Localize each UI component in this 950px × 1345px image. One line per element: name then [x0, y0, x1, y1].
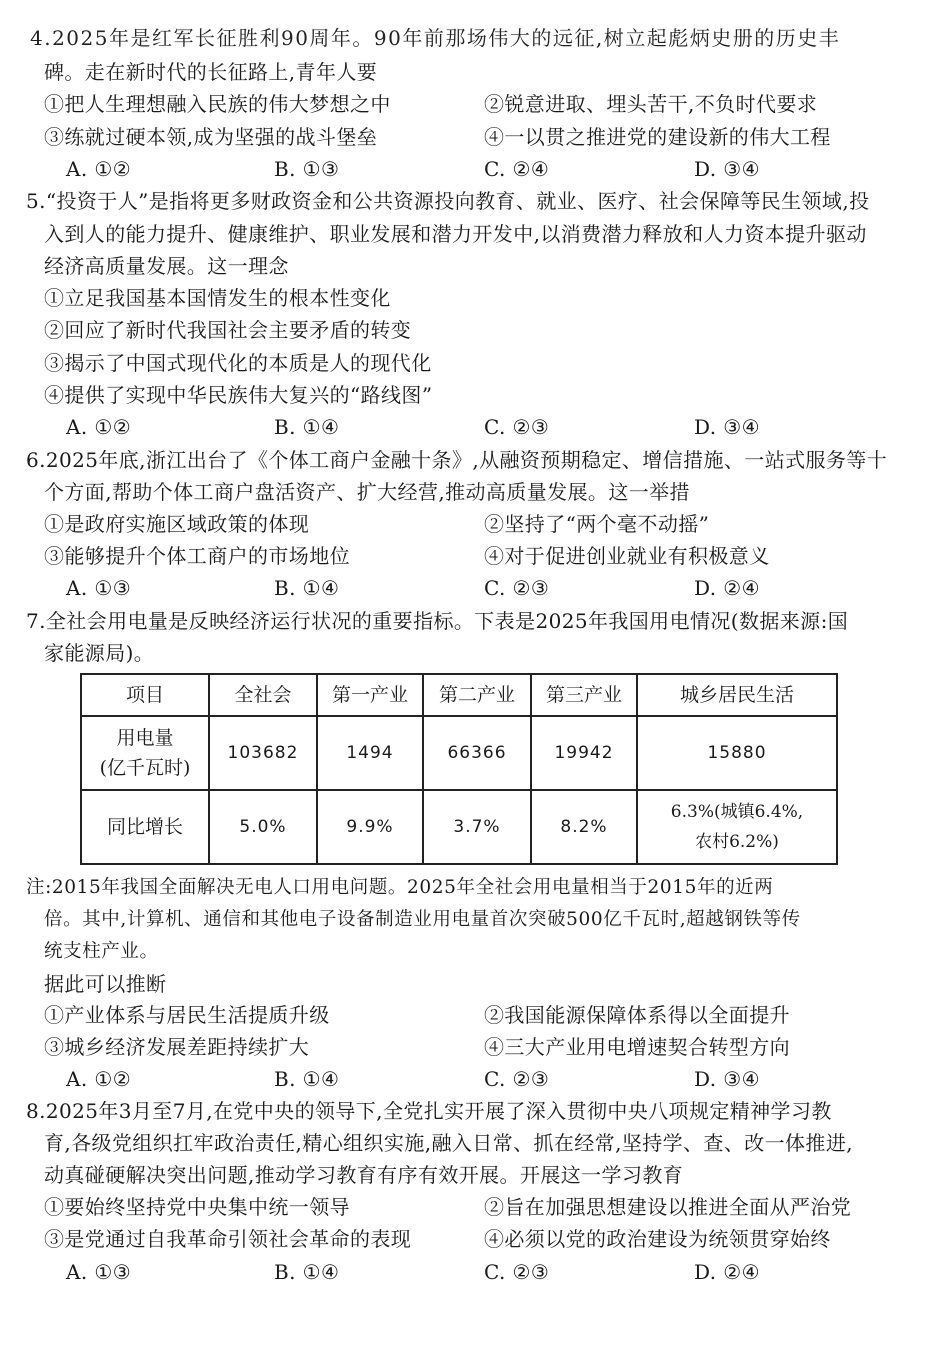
q4-item-3: ③练就过硬本领,成为坚强的战斗堡垒	[44, 125, 378, 149]
q4-option-b[interactable]: B. ①③	[274, 157, 340, 181]
table-cell: 3.7%	[423, 790, 531, 864]
q4-option-d[interactable]: D. ③④	[694, 157, 760, 181]
q5-option-a[interactable]: A. ①②	[66, 415, 132, 439]
q5-option-d[interactable]: D. ③④	[694, 415, 760, 439]
table-cell: 5.0%	[209, 790, 317, 864]
q7-option-d[interactable]: D. ③④	[694, 1067, 760, 1091]
table-row	[81, 790, 837, 864]
table-header-row	[81, 674, 837, 716]
q6-option-d[interactable]: D. ②④	[694, 576, 760, 600]
table-header-cell: 项目	[81, 674, 209, 716]
cell-line: 农村6.2%)	[695, 832, 779, 852]
q8-stem-line-3: 动真碰硬解决突出问题,推动学习教育有序有效开展。开展这一学习教育	[44, 1163, 684, 1187]
q6-option-a[interactable]: A. ①③	[66, 576, 132, 600]
q6-stem-line-2: 个方面,帮助个体工商户盘活资产、扩大经营,推动高质量发展。这一举措	[44, 480, 690, 504]
q7-note-line-2: 倍。其中,计算机、通信和其他电子设备制造业用电量首次突破500亿千瓦时,超越钢铁等传	[44, 909, 801, 930]
row-label-line: 用电量	[116, 727, 174, 749]
electricity-table	[80, 673, 838, 865]
q4-stem-tail: 碑。走在新时代的长征路上,青年人要	[44, 60, 378, 84]
q6-item-3: ③能够提升个体工商户的市场地位	[44, 544, 350, 568]
q4-option-c[interactable]: C. ②④	[484, 157, 550, 181]
q5-option-b[interactable]: B. ①④	[274, 415, 340, 439]
q8-item-2: ②旨在加强思想建设以推进全面从严治党	[484, 1195, 852, 1219]
q8-option-a[interactable]: A. ①③	[66, 1260, 132, 1284]
q7-prompt: 据此可以推断	[44, 972, 167, 996]
table-row-label	[81, 716, 209, 790]
q6-item-1: ①是政府实施区域政策的体现	[44, 512, 310, 536]
table-cell: 8.2%	[531, 790, 637, 864]
q8-option-d[interactable]: D. ②④	[694, 1260, 760, 1284]
q5-stem-line-2: 入到人的能力提升、健康维护、职业发展和潜力开发中,以消费潜力释放和人力资本提升驱动	[44, 222, 867, 246]
table-cell: 1494	[317, 716, 423, 790]
table-header-cell: 第三产业	[531, 674, 637, 716]
table-cell: 66366	[423, 716, 531, 790]
q8-option-b[interactable]: B. ①④	[274, 1260, 340, 1284]
q7-option-b[interactable]: B. ①④	[274, 1067, 340, 1091]
q8-item-3: ③是党通过自我革命引领社会革命的表现	[44, 1227, 412, 1251]
table-cell: 9.9%	[317, 790, 423, 864]
q7-stem-line-1: 7.全社会用电量是反映经济运行状况的重要指标。下表是2025年我国用电情况(数据来源:国	[26, 609, 849, 633]
table-header-cell: 全社会	[209, 674, 317, 716]
q5-stem-line-1: 5.“投资于人”是指将更多财政资金和公共资源投向教育、就业、医疗、社会保障等民生领域,投	[26, 189, 870, 213]
q5-stem-line-3: 经济高质量发展。这一理念	[44, 254, 289, 278]
q7-option-a[interactable]: A. ①②	[66, 1067, 132, 1091]
q4-option-a[interactable]: A. ①②	[66, 157, 132, 181]
q6-stem-line-1: 6.2025年底,浙江出台了《个体工商户金融十条》,从融资预期稳定、增信措施、一站式服务等十	[26, 448, 888, 472]
q4-item-1: ①把人生理想融入民族的伟大梦想之中	[44, 92, 391, 116]
q7-stem-line-2: 家能源局)。	[44, 641, 155, 665]
q8-stem-line-1: 8.2025年3月至7月,在党中央的领导下,全党扎实开展了深入贯彻中央八项规定精神学习教	[26, 1099, 832, 1123]
table-row	[81, 716, 837, 790]
q6-item-4: ④对于促进创业就业有积极意义	[484, 544, 770, 568]
q6-option-b[interactable]: B. ①④	[274, 576, 340, 600]
q4-item-2: ②锐意进取、埋头苦干,不负时代要求	[484, 92, 818, 116]
q7-item-1: ①产业体系与居民生活提质升级	[44, 1003, 330, 1027]
q5-item-4: ④提供了实现中华民族伟大复兴的“路线图”	[44, 383, 433, 407]
table-cell: 103682	[209, 716, 317, 790]
q5-item-3: ③揭示了中国式现代化的本质是人的现代化	[44, 351, 432, 375]
q8-item-4: ④必须以党的政治建设为统领贯穿始终	[484, 1227, 831, 1251]
table-row-label: 同比增长	[81, 790, 209, 864]
q7-option-c[interactable]: C. ②③	[484, 1067, 550, 1091]
q5-item-2: ②回应了新时代我国社会主要矛盾的转变	[44, 318, 412, 342]
table-header-cell: 第二产业	[423, 674, 531, 716]
cut-off-line: 4.2025年是红军长征胜利90周年。90年前那场伟大的远征,树立起彪炳史册的历史丰	[30, 26, 841, 50]
q7-item-2: ②我国能源保障体系得以全面提升	[484, 1003, 790, 1027]
q7-note-line-3: 统支柱产业。	[44, 941, 159, 962]
q5-option-c[interactable]: C. ②③	[484, 415, 550, 439]
cell-line: 6.3%(城镇6.4%,	[670, 802, 804, 822]
q5-item-1: ①立足我国基本国情发生的根本性变化	[44, 286, 391, 310]
q8-item-1: ①要始终坚持党中央集中统一领导	[44, 1195, 350, 1219]
q6-item-2: ②坚持了“两个毫不动摇”	[484, 512, 710, 536]
row-label-line: (亿千瓦时)	[99, 757, 191, 779]
q7-item-4: ④三大产业用电增速契合转型方向	[484, 1035, 790, 1059]
q4-item-4: ④一以贯之推进党的建设新的伟大工程	[484, 125, 831, 149]
q8-option-c[interactable]: C. ②③	[484, 1260, 550, 1284]
table-cell: 19942	[531, 716, 637, 790]
q8-stem-line-2: 育,各级党组织扛牢政治责任,精心组织实施,融入日常、抓在经常,坚持学、查、改一体推进,	[44, 1131, 853, 1155]
table-header-cell: 城乡居民生活	[637, 674, 837, 716]
q6-option-c[interactable]: C. ②③	[484, 576, 550, 600]
table-cell	[637, 790, 837, 864]
q7-note-line-1: 注:2015年我国全面解决无电人口用电问题。2025年全社会用电量相当于2015年的近两	[26, 877, 774, 898]
q7-item-3: ③城乡经济发展差距持续扩大	[44, 1035, 310, 1059]
table-cell: 15880	[637, 716, 837, 790]
table-header-cell: 第一产业	[317, 674, 423, 716]
